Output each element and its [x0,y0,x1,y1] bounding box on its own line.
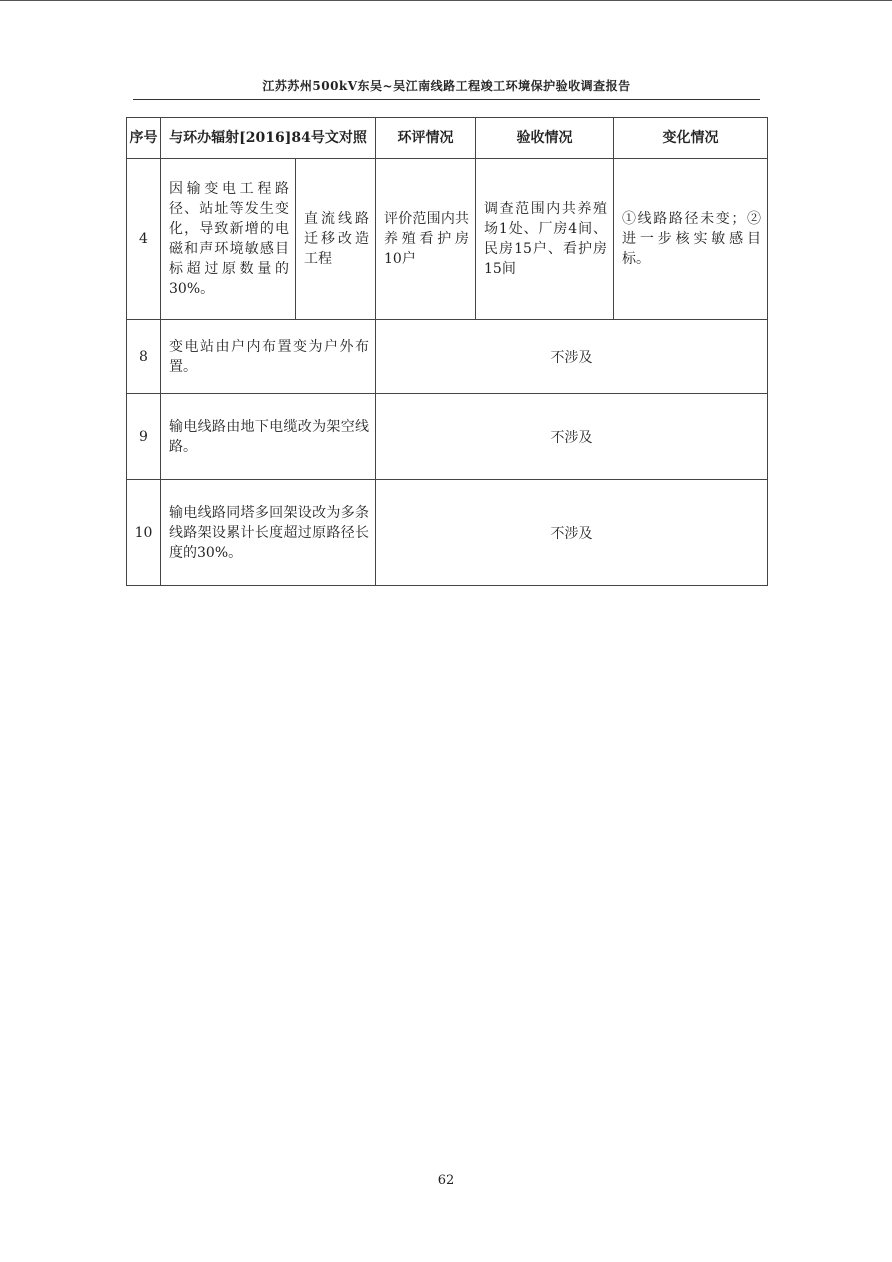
table-row [127,394,768,480]
table-row [127,480,768,586]
row-number: 9 [127,394,161,480]
column-header-change: 变化情况 [614,118,768,159]
row-status: 不涉及 [376,480,768,586]
row-criterion: 输电线路同塔多回架设改为多条线路架设累计长度超过原路径长度的30%。 [161,480,376,586]
row-sub-item: 直流线路迁移改造工程 [296,159,376,320]
column-header-reference: 与环办辐射[2016]84号文对照 [161,118,376,159]
page-top-border [0,0,892,1]
row-criterion: 输电线路由地下电缆改为架空线路。 [161,394,376,480]
page-number: 62 [437,1173,455,1188]
header-rule [133,99,760,100]
row-number: 10 [127,480,161,586]
report-header-title: 江苏苏州500kV东吴~吴江南线路工程竣工环境保护验收调查报告 [262,79,631,93]
row-criterion: 因输变电工程路径、站址等发生变化，导致新增的电磁和声环境敏感目标超过原数量的30%。 [161,159,296,320]
row-change-status: ①线路路径未变；②进一步核实敏感目标。 [614,159,768,320]
row-number: 4 [127,159,161,320]
row-criterion: 变电站由户内布置变为户外布置。 [161,320,376,394]
row-eia-status: 评价范围内共养殖看护房10户 [376,159,476,320]
column-header-acceptance: 验收情况 [476,118,614,159]
row-acceptance-status: 调查范围内共养殖场1处、厂房4间、民房15户、看护房15间 [476,159,614,320]
row-number: 8 [127,320,161,394]
table-row [127,159,768,320]
column-header-no: 序号 [127,118,161,159]
column-header-eia: 环评情况 [376,118,476,159]
row-status: 不涉及 [376,320,768,394]
comparison-table [126,117,768,586]
row-status: 不涉及 [376,394,768,480]
table-row [127,320,768,394]
table-header-row [127,118,768,159]
